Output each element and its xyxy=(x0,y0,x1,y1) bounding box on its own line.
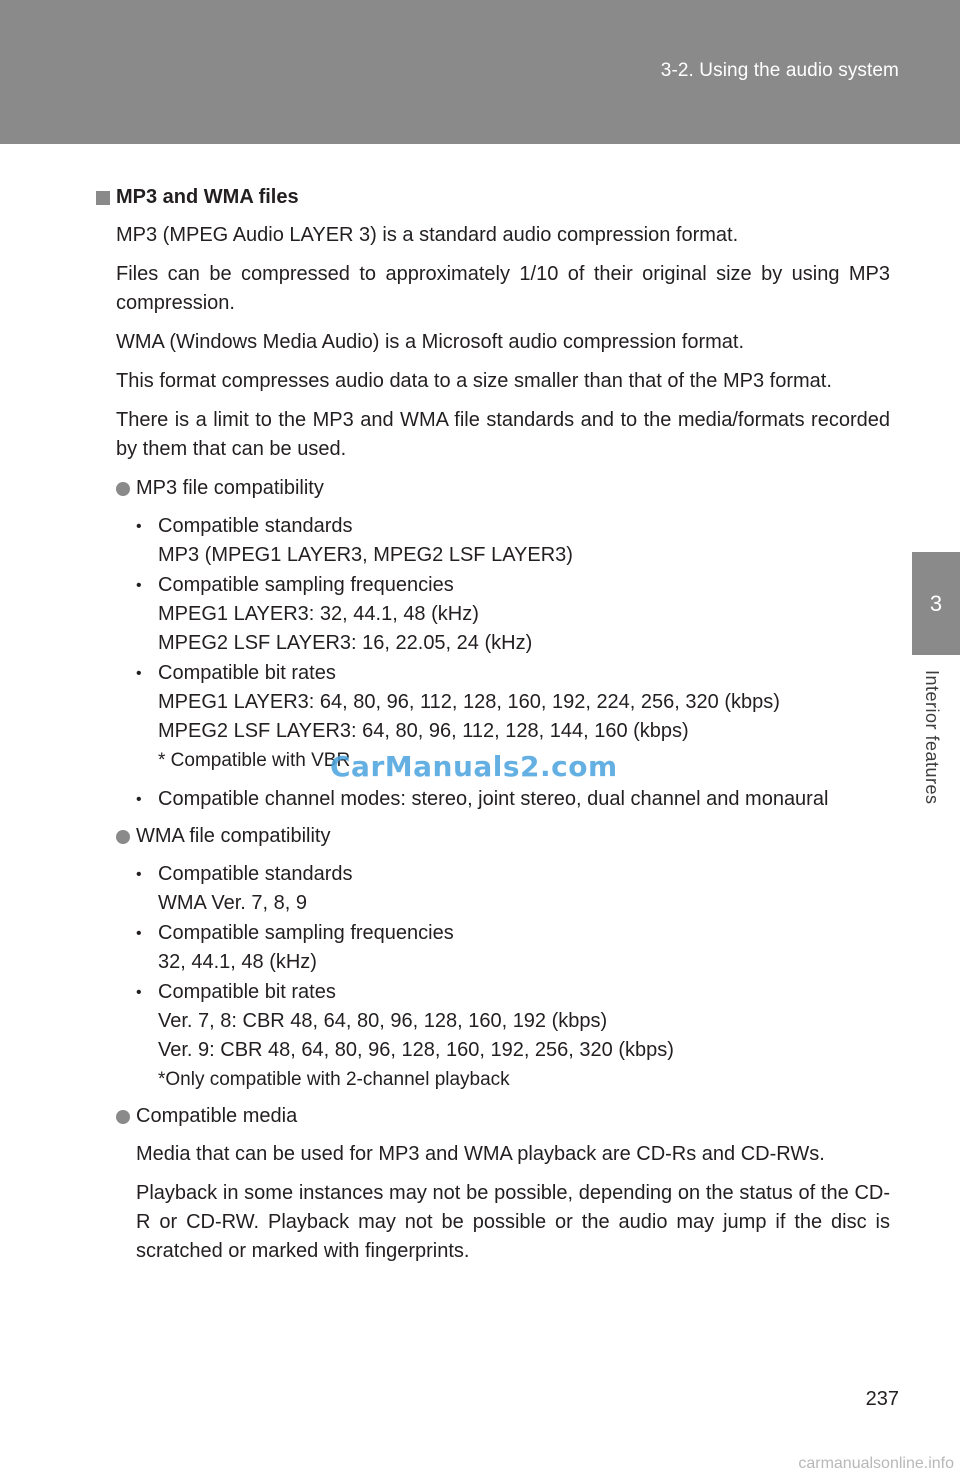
section-heading xyxy=(96,183,890,212)
page-content xyxy=(96,183,890,1276)
item-title: Compatible standards xyxy=(158,515,353,537)
item-title: Compatible channel modes: stereo, joint stereo, dual channel and monaural xyxy=(158,788,829,810)
footer-watermark: carmanualsonline.info xyxy=(798,1455,954,1472)
chapter-tab xyxy=(912,552,960,655)
page-number: 237 xyxy=(865,1388,899,1410)
item-title: Compatible bit rates xyxy=(158,662,336,684)
item-title: Compatible sampling frequencies xyxy=(158,922,454,944)
item-line: MPEG2 LSF LAYER3: 16, 22.05, 24 (kHz) xyxy=(158,632,533,654)
item-note: *Only compatible with 2-channel playback xyxy=(158,1069,510,1090)
paragraph: WMA (Windows Media Audio) is a Microsoft audio compression format. xyxy=(116,331,744,353)
item-line: WMA Ver. 7, 8, 9 xyxy=(158,892,307,914)
item-title: Compatible sampling frequencies xyxy=(158,574,454,596)
bullet-dot-icon: • xyxy=(136,925,142,942)
list-item xyxy=(136,919,890,977)
paragraph: This format compresses audio data to a size smaller than that of the MP3 format. xyxy=(116,370,832,392)
circle-bullet-icon xyxy=(116,482,130,496)
media-heading-text: Compatible media xyxy=(136,1105,298,1127)
paragraph: Media that can be used for MP3 and WMA playback are CD-Rs and CD-RWs. xyxy=(136,1143,825,1165)
section-title: 3-2. Using the audio system xyxy=(660,60,899,81)
list-item xyxy=(136,512,890,570)
wma-heading-text: WMA file compatibility xyxy=(136,825,331,847)
list-item xyxy=(136,978,890,1094)
mp3-heading xyxy=(116,474,890,503)
bullet-dot-icon: • xyxy=(136,577,142,594)
item-line: MPEG1 LAYER3: 64, 80, 96, 112, 128, 160, 192, 224, 256, 320 (kbps) xyxy=(158,691,780,713)
paragraph: Playback in some instances may not be possible, depending on the status of the CD-R or CD-RW. Playback may not be possible or the audio may jump if the disc is scratched or marked with fingerprints. xyxy=(136,1182,890,1262)
media-heading xyxy=(116,1102,890,1131)
item-note: * Compatible with VBR xyxy=(158,750,351,771)
circle-bullet-icon xyxy=(116,1110,130,1124)
wma-list xyxy=(96,860,890,1094)
header-band xyxy=(0,0,960,144)
list-item xyxy=(136,571,890,658)
item-line: MPEG1 LAYER3: 32, 44.1, 48 (kHz) xyxy=(158,603,479,625)
circle-bullet-icon xyxy=(116,830,130,844)
chapter-label: Interior features xyxy=(922,670,942,805)
watermark-logo: CarManuals2.com xyxy=(330,750,618,783)
bullet-dot-icon: • xyxy=(136,984,142,1001)
item-line: MPEG2 LSF LAYER3: 64, 80, 96, 112, 128, 144, 160 (kbps) xyxy=(158,720,689,742)
list-item xyxy=(136,785,890,814)
square-bullet-icon xyxy=(96,191,110,205)
list-item xyxy=(136,860,890,918)
section-heading-text: MP3 and WMA files xyxy=(116,186,299,208)
bullet-dot-icon: • xyxy=(136,866,142,883)
chapter-number: 3 xyxy=(929,590,943,616)
bullet-dot-icon: • xyxy=(136,791,142,808)
item-title: Compatible standards xyxy=(158,863,353,885)
item-title: Compatible bit rates xyxy=(158,981,336,1003)
mp3-heading-text: MP3 file compatibility xyxy=(136,477,324,499)
wma-heading xyxy=(116,822,890,851)
item-line: Ver. 7, 8: CBR 48, 64, 80, 96, 128, 160, 192 (kbps) xyxy=(158,1010,608,1032)
item-line: Ver. 9: CBR 48, 64, 80, 96, 128, 160, 192, 256, 320 (kbps) xyxy=(158,1039,674,1061)
paragraph: There is a limit to the MP3 and WMA file standards and to the media/formats recorded by them that can be used. xyxy=(116,409,890,460)
paragraph: MP3 (MPEG Audio LAYER 3) is a standard audio compression format. xyxy=(116,224,739,246)
bullet-dot-icon: • xyxy=(136,665,142,682)
bullet-dot-icon: • xyxy=(136,518,142,535)
paragraph: Files can be compressed to approximately 1/10 of their original size by using MP3 compression. xyxy=(116,263,890,314)
item-line: 32, 44.1, 48 (kHz) xyxy=(158,951,317,973)
item-line: MP3 (MPEG1 LAYER3, MPEG2 LSF LAYER3) xyxy=(158,544,573,566)
